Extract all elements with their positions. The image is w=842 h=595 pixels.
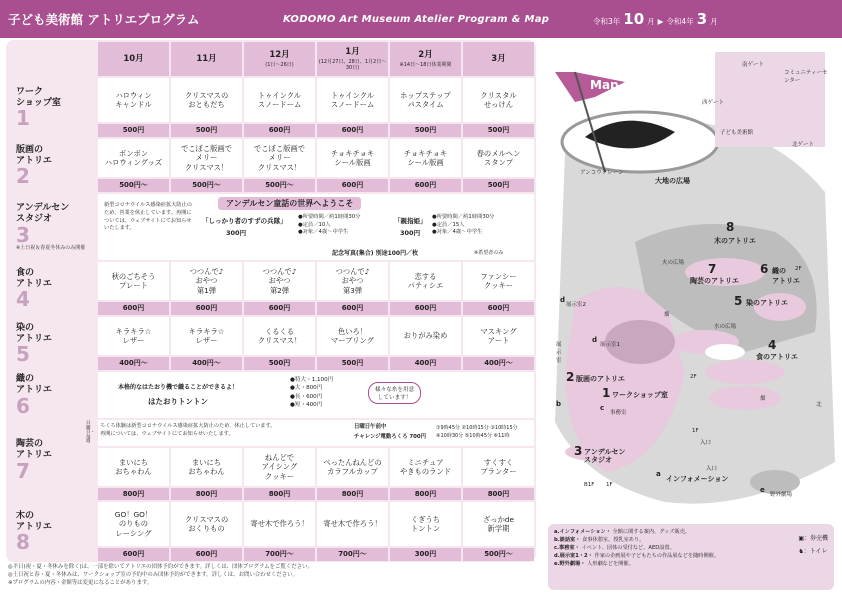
row-header-andersen <box>8 194 96 260</box>
map-num-7: 7 <box>708 262 717 276</box>
row-header-wood <box>8 502 96 561</box>
pottery-side: 日曜日・毎週 <box>86 421 95 444</box>
row-number: 6 <box>16 393 30 418</box>
map-entrance-2: 入口 <box>706 466 718 472</box>
program-price: 500円 <box>317 357 388 370</box>
museum-map <box>545 42 835 542</box>
map-drawing <box>545 42 835 542</box>
program-price: 500円〜 <box>171 179 242 192</box>
period-to-era: 令和4年 <box>666 17 694 26</box>
map-num-2: 2 <box>566 370 575 384</box>
program-item: 寄せ木で作ろう！ <box>317 502 388 546</box>
row-header-food <box>8 262 96 315</box>
andersen-panel <box>98 194 534 260</box>
map-info: インフォメーション <box>666 475 729 483</box>
program-item: くぎうち トントン <box>390 502 461 546</box>
program-price: 600円 <box>171 548 242 561</box>
map-b1f: B1F <box>584 482 595 488</box>
map-2f-weave: 2F <box>795 266 802 272</box>
weave-bubble: 様々な糸を用意 しています！ <box>368 382 421 404</box>
toilet-icon: ♞ <box>798 548 804 556</box>
program-item: でこぼこ版画で メリー クリスマス！ <box>171 139 242 177</box>
program-price: 800円 <box>244 488 315 500</box>
program-item: まいにち おちゃわん <box>98 448 169 486</box>
program-item: チョキチョキ シール版画 <box>390 139 461 177</box>
weave-panel <box>98 372 534 418</box>
program-item: ボンボン ハロウィングッズ <box>98 139 169 177</box>
map-north-gate: 北ゲート <box>792 142 815 148</box>
map-pottery: 陶芸のアトリエ <box>690 277 739 285</box>
period-to-month: 3 <box>696 10 708 28</box>
legend-item: d.展示室1・2・ 作家の企画展や子どもたちの作品展などを随時開催。 <box>554 553 720 560</box>
pottery-times: ①9時45分 ②10時15分 ③10時15分 ④10時30分 ⑤10時45分 ⑥11時 <box>436 425 518 439</box>
program-price: 500円 <box>463 124 534 137</box>
footnote: ※プログラムの内容・金額等は変更になることがあります。 <box>8 579 153 586</box>
map-hatake-1: 畑 <box>664 312 670 318</box>
row-title: 木の アトリエ <box>16 510 52 532</box>
month-header <box>98 42 169 76</box>
map-num-3: 3 <box>574 444 583 458</box>
program-price: 400円〜 <box>98 357 169 370</box>
page-title: 子ども美術館 アトリエプログラム <box>8 12 200 27</box>
program-item: ざっかde 新学期 <box>463 502 534 546</box>
footnote: ◎土日祝と春・夏・冬休みは、ワークショップ室の予約中のみ団体予約ができます。詳しくは、お問い合わせください。 <box>8 571 298 578</box>
program-item: 色いろ！ マーブリング <box>317 317 388 355</box>
page-subtitle: KODOMO Art Museum Atelier Program & Map <box>283 13 550 25</box>
row-header-dye <box>8 317 96 370</box>
program-price: 600円 <box>317 179 388 192</box>
map-hatake-2: 畑 <box>760 396 766 402</box>
program-item: すくすく プランター <box>463 448 534 486</box>
program-item: ファンシー クッキー <box>463 262 534 300</box>
map-entrance-1: 入口 <box>700 440 712 446</box>
program-item: まいにち おちゃわん <box>171 448 242 486</box>
legend-item: a.インフォメーション・ 全館に関する案内、グッズ販売。 <box>554 529 691 535</box>
row-title: 染の アトリエ <box>16 322 52 344</box>
program-item: でこぼこ版画で メリー クリスマス！ <box>244 139 315 177</box>
program-item: クリスマスの おくりもの <box>171 502 242 546</box>
map-num-4: 4 <box>768 338 777 352</box>
map-c-letter: c <box>600 404 605 412</box>
map-workshop: ワークショップ室 <box>612 391 668 399</box>
row-title: ワーク ショップ室 <box>16 86 61 108</box>
map-legend <box>548 524 834 590</box>
ticket-machine-icon: ▣ <box>798 535 804 542</box>
program-price: 500円〜 <box>244 179 315 192</box>
map-andersen: アンデルセン スタジオ <box>584 448 626 465</box>
program-price: 500円〜 <box>98 179 169 192</box>
row-number: 5 <box>16 342 30 367</box>
program-item: つつんで♪ おやつ 第3弾 <box>317 262 388 300</box>
program-price: 500円 <box>463 179 534 192</box>
map-2f: 2F <box>690 374 697 380</box>
map-dye: 染のアトリエ <box>746 299 788 307</box>
month-label: 11月 <box>196 53 217 64</box>
map-e-letter: e <box>760 486 765 494</box>
program-price: 600円 <box>244 124 315 137</box>
row-header-workshop <box>8 78 96 137</box>
map-a-letter: a <box>656 470 661 478</box>
legend-item: e.野外劇場・ 人形劇などを開催。 <box>554 561 634 568</box>
program-item: クリスタル せっけん <box>463 78 534 122</box>
program-item: クリスマスの おともだち <box>171 78 242 122</box>
program-price: 800円 <box>171 488 242 500</box>
row-number: 8 <box>16 530 30 555</box>
program-item: ミニチュア やきものランド <box>390 448 461 486</box>
map-office: 事務室 <box>610 410 627 416</box>
program-price: 400円〜 <box>171 357 242 370</box>
legend-item: b.談話室・ 食事休憩室。授乳室あり。 <box>554 537 645 544</box>
row-header-pottery <box>8 420 96 500</box>
row-note: ※土日祝＆春夏冬休みのみ開催 <box>16 244 86 251</box>
andersen-prog2-price: 300円 <box>400 229 421 237</box>
map-hanga: 版画のアトリエ <box>576 375 625 383</box>
month-header <box>390 42 461 76</box>
period-to-unit: 月 <box>710 17 718 26</box>
program-price: 600円 <box>317 302 388 315</box>
program-price: 500円 <box>171 124 242 137</box>
map-tenji: 展示室 <box>556 342 562 364</box>
period-from-unit: 月 <box>647 17 655 26</box>
month-label: 3月 <box>491 53 506 64</box>
map-weave: 織の アトリエ <box>772 267 800 285</box>
month-header <box>244 42 315 76</box>
header-bar <box>0 0 842 38</box>
row-title: 版画の アトリエ <box>16 144 52 166</box>
program-price: 400円〜 <box>463 357 534 370</box>
map-exhibit2: 展示室2 <box>566 302 586 308</box>
program-table <box>6 40 536 562</box>
weave-prices: ●特大・1,100円 ●大・800円 ●長・600円 ●短・400円 <box>290 377 334 409</box>
andersen-prog1-price: 300円 <box>226 229 247 237</box>
andersen-photo: 記念写真(集合) 別途100円／枚 <box>332 250 419 257</box>
period-from-era: 令和3年 <box>593 17 621 26</box>
weave-name: はたおりトントン <box>148 397 208 406</box>
map-num-6: 6 <box>760 262 769 276</box>
month-label: 12月 <box>269 50 290 61</box>
month-label: 2月 <box>418 50 433 61</box>
program-price: 400円 <box>390 357 461 370</box>
map-num-1: 1 <box>602 386 611 400</box>
program-price: 700円〜 <box>317 548 388 561</box>
row-number: 1 <box>16 106 30 131</box>
footnote: ◎平日(祝・夏・冬休みを除く)は、一部を除いてアトリエの団体予約ができます。詳しくは、団体プログラムをご覧ください。 <box>8 564 313 570</box>
program-item: チョキチョキ シール版画 <box>317 139 388 177</box>
map-food: 食のアトリエ <box>756 353 798 361</box>
period-from-month: 10 <box>623 10 645 28</box>
month-header <box>463 42 534 76</box>
map-theater: 野外劇場 <box>770 492 793 498</box>
map-fire: 火の広場 <box>662 260 685 266</box>
row-number: 4 <box>16 287 30 312</box>
andersen-prog2-info: ●所要時間／約1時間30分 ●定員／15人 ●対象／4歳〜中学生 <box>432 214 495 236</box>
row-title: 織の アトリエ <box>16 374 52 395</box>
program-price: 700円〜 <box>244 548 315 561</box>
program-item: トゥインクル スノードーム <box>244 78 315 122</box>
pottery-sched: チャレンジ電動ろくろ 700円 <box>354 434 426 440</box>
map-exhibit1: 展示室1 <box>600 342 620 348</box>
program-price: 600円 <box>390 179 461 192</box>
month-note: ※14日〜18日休業期間 <box>399 61 452 68</box>
month-label: 1月 <box>345 46 360 57</box>
map-water: 水の広場 <box>714 324 737 330</box>
program-item: おりがみ染め <box>390 317 461 355</box>
program-price: 800円 <box>390 488 461 500</box>
period <box>593 10 718 28</box>
footnotes <box>8 564 313 587</box>
weave-desc: 本格的なはたおり機で織ることができるよ！ <box>118 384 239 391</box>
map-title: Map <box>590 78 619 92</box>
map-1f-b: 1F <box>606 482 613 488</box>
program-item: くるくる クリスマス！ <box>244 317 315 355</box>
program-item: キラキラ☆ レザー <box>171 317 242 355</box>
map-big-plaza: 大地の広場 <box>655 177 690 185</box>
month-note: (12月27日、28日、1月2日〜30日) <box>318 58 387 71</box>
andersen-prog1-name: 「しっかり者のすずの兵隊」 <box>202 217 287 225</box>
map-num-8: 8 <box>726 220 735 234</box>
program-price: 600円 <box>98 548 169 561</box>
program-price: 800円 <box>98 488 169 500</box>
program-item: 春のメルヘン スタンプ <box>463 139 534 177</box>
program-item: ぺったんねんどの カラフルカップ <box>317 448 388 486</box>
program-price: 300円 <box>390 548 461 561</box>
program-item: GO！GO！ のりもの レーシング <box>98 502 169 546</box>
row-number: 7 <box>16 458 30 483</box>
row-number: 2 <box>16 164 30 189</box>
legend-item: c.事務室・ イベント、団体の受付など。AED設置。 <box>554 545 675 552</box>
program-price: 600円 <box>390 302 461 315</box>
program-price: 800円 <box>317 488 388 500</box>
pottery-panel <box>98 420 534 446</box>
program-item: キラキラ☆ レザー <box>98 317 169 355</box>
program-item: つつんで♪ おやつ 第2弾 <box>244 262 315 300</box>
legend-toilet: ：トイレ <box>803 548 828 556</box>
program-price: 600円 <box>463 302 534 315</box>
andersen-prog2-name: 「親指姫」 <box>394 217 427 225</box>
legend-icons <box>798 532 828 558</box>
program-item: つつんで♪ おやつ 第1弾 <box>171 262 242 300</box>
period-arrow: ▶ <box>657 17 664 26</box>
andersen-prog1-info: ●所要時間／約1時間30分 ●定員／10人 ●対象／4歳〜中学生 <box>298 214 361 236</box>
program-price: 500円 <box>390 124 461 137</box>
map-1f: 1F <box>692 428 699 434</box>
andersen-photo-note: ※希望者のみ <box>474 250 504 256</box>
map-num-5: 5 <box>734 294 743 308</box>
map-south-gate: 南ゲート <box>742 62 765 68</box>
month-header <box>171 42 242 76</box>
andersen-notice: 新型コロナウイルス感染症拡大防止のため、営業を休止しています。再開については、ウェブサイトにてお知らせいたします。 <box>104 202 192 232</box>
program-price: 600円 <box>171 302 242 315</box>
map-community: コミュニティーセンター <box>784 70 828 84</box>
program-price: 800円 <box>463 488 534 500</box>
map-d1-letter: d <box>592 336 598 344</box>
map-minimap: 子ども美術館 <box>720 130 754 136</box>
row-number: 3 <box>16 222 30 247</box>
map-d2-letter: d <box>560 296 566 304</box>
row-title: アンデルセン スタジオ <box>16 203 70 224</box>
program-item: 恋する パティシエ <box>390 262 461 300</box>
program-price: 500円 <box>244 357 315 370</box>
map-angler: アンコウクレーン <box>580 170 624 176</box>
program-item: ホップステップ バスタイム <box>390 78 461 122</box>
program-price: 500円 <box>98 124 169 137</box>
program-item: ハロウィン キャンドル <box>98 78 169 122</box>
program-price: 600円 <box>244 302 315 315</box>
program-item: トゥインクル スノードーム <box>317 78 388 122</box>
program-price: 500円〜 <box>463 548 534 561</box>
pottery-sched-title: 日曜日午前中 <box>354 424 387 430</box>
map-west-gate: 西ゲート <box>702 100 725 106</box>
row-title: 陶芸の アトリエ <box>16 439 52 460</box>
program-item: 秋のごちそう プレート <box>98 262 169 300</box>
map-north-mark: 北 <box>816 402 822 408</box>
program-item: 寄せ木で作ろう！ <box>244 502 315 546</box>
month-header <box>317 42 388 76</box>
month-note: (1日〜26日) <box>265 61 294 68</box>
map-b-letter: b <box>556 400 562 408</box>
program-price: 600円 <box>98 302 169 315</box>
program-item: マスキング アート <box>463 317 534 355</box>
month-label: 10月 <box>123 53 144 64</box>
program-item: ねんどで アイシング クッキー <box>244 448 315 486</box>
map-wood: 木のアトリエ <box>714 237 756 245</box>
andersen-banner: アンデルセン童話の世界へようこそ <box>218 197 361 210</box>
row-header-weave <box>8 372 96 418</box>
legend-ticket: ：券売機 <box>803 535 828 542</box>
row-header-hanga <box>8 139 96 192</box>
pottery-notice: ろくろ体験は新型コロナウイルス感染症拡大防止のため、休止しています。 再開については、ウェブサイトにてお知らせいたします。 <box>100 423 276 437</box>
program-price: 600円 <box>317 124 388 137</box>
row-title: 食の アトリエ <box>16 267 52 289</box>
